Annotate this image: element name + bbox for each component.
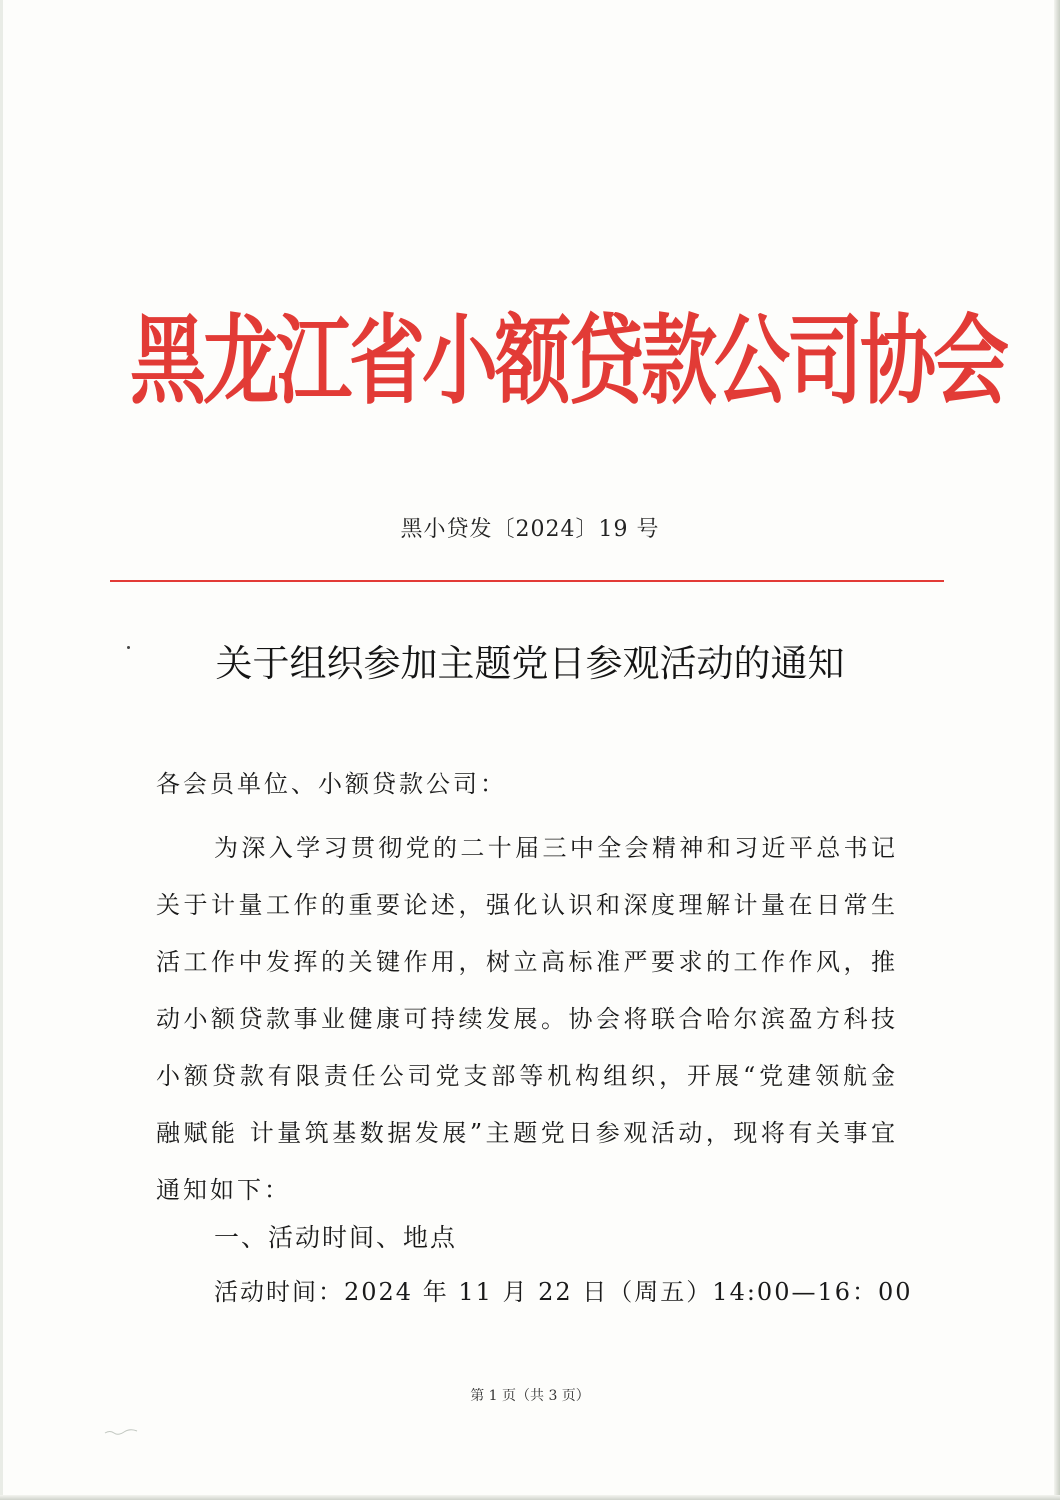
salutation: 各会员单位、小额贷款公司： [156,770,507,798]
document-number: 黑小贷发〔2024〕19 号 [400,517,660,542]
section-heading-time-location: 一、活动时间、地点 [214,1223,458,1252]
body-paragraph: 为深入学习贯彻党的二十届三中全会精神和习近平总书记关于计量工作的重要论述，强化认识和深度理解计量在日常生活工作中发挥的关键作用，树立高标准严要求的工作作风，推动小额贷款事业健康可持续发展。协会将联合哈尔滨盈方科技小额贷款有限责任公司党支部等机构组织，开展“党建领航金融赋能 计量筑基数据发展”主题党日参观活动，现将有关事宜通知如下： [156,834,898,1204]
scan-edge-bottom [0,1495,1060,1500]
scan-edge-left [0,0,3,1500]
scan-smudge-mark [104,1428,138,1436]
activity-time: 活动时间：2024 年 11 月 22 日（周五）14:00—16：00 [214,1278,913,1306]
organization-letterhead: 黑龙江省小额贷款公司协会 [130,303,1006,418]
notice-title: 关于组织参加主题党日参观活动的通知 [215,642,845,685]
scan-edge-right [1054,0,1060,1500]
page-number-footer: 第 1 页（共 3 页） [470,1388,590,1404]
red-divider-line [110,580,944,582]
